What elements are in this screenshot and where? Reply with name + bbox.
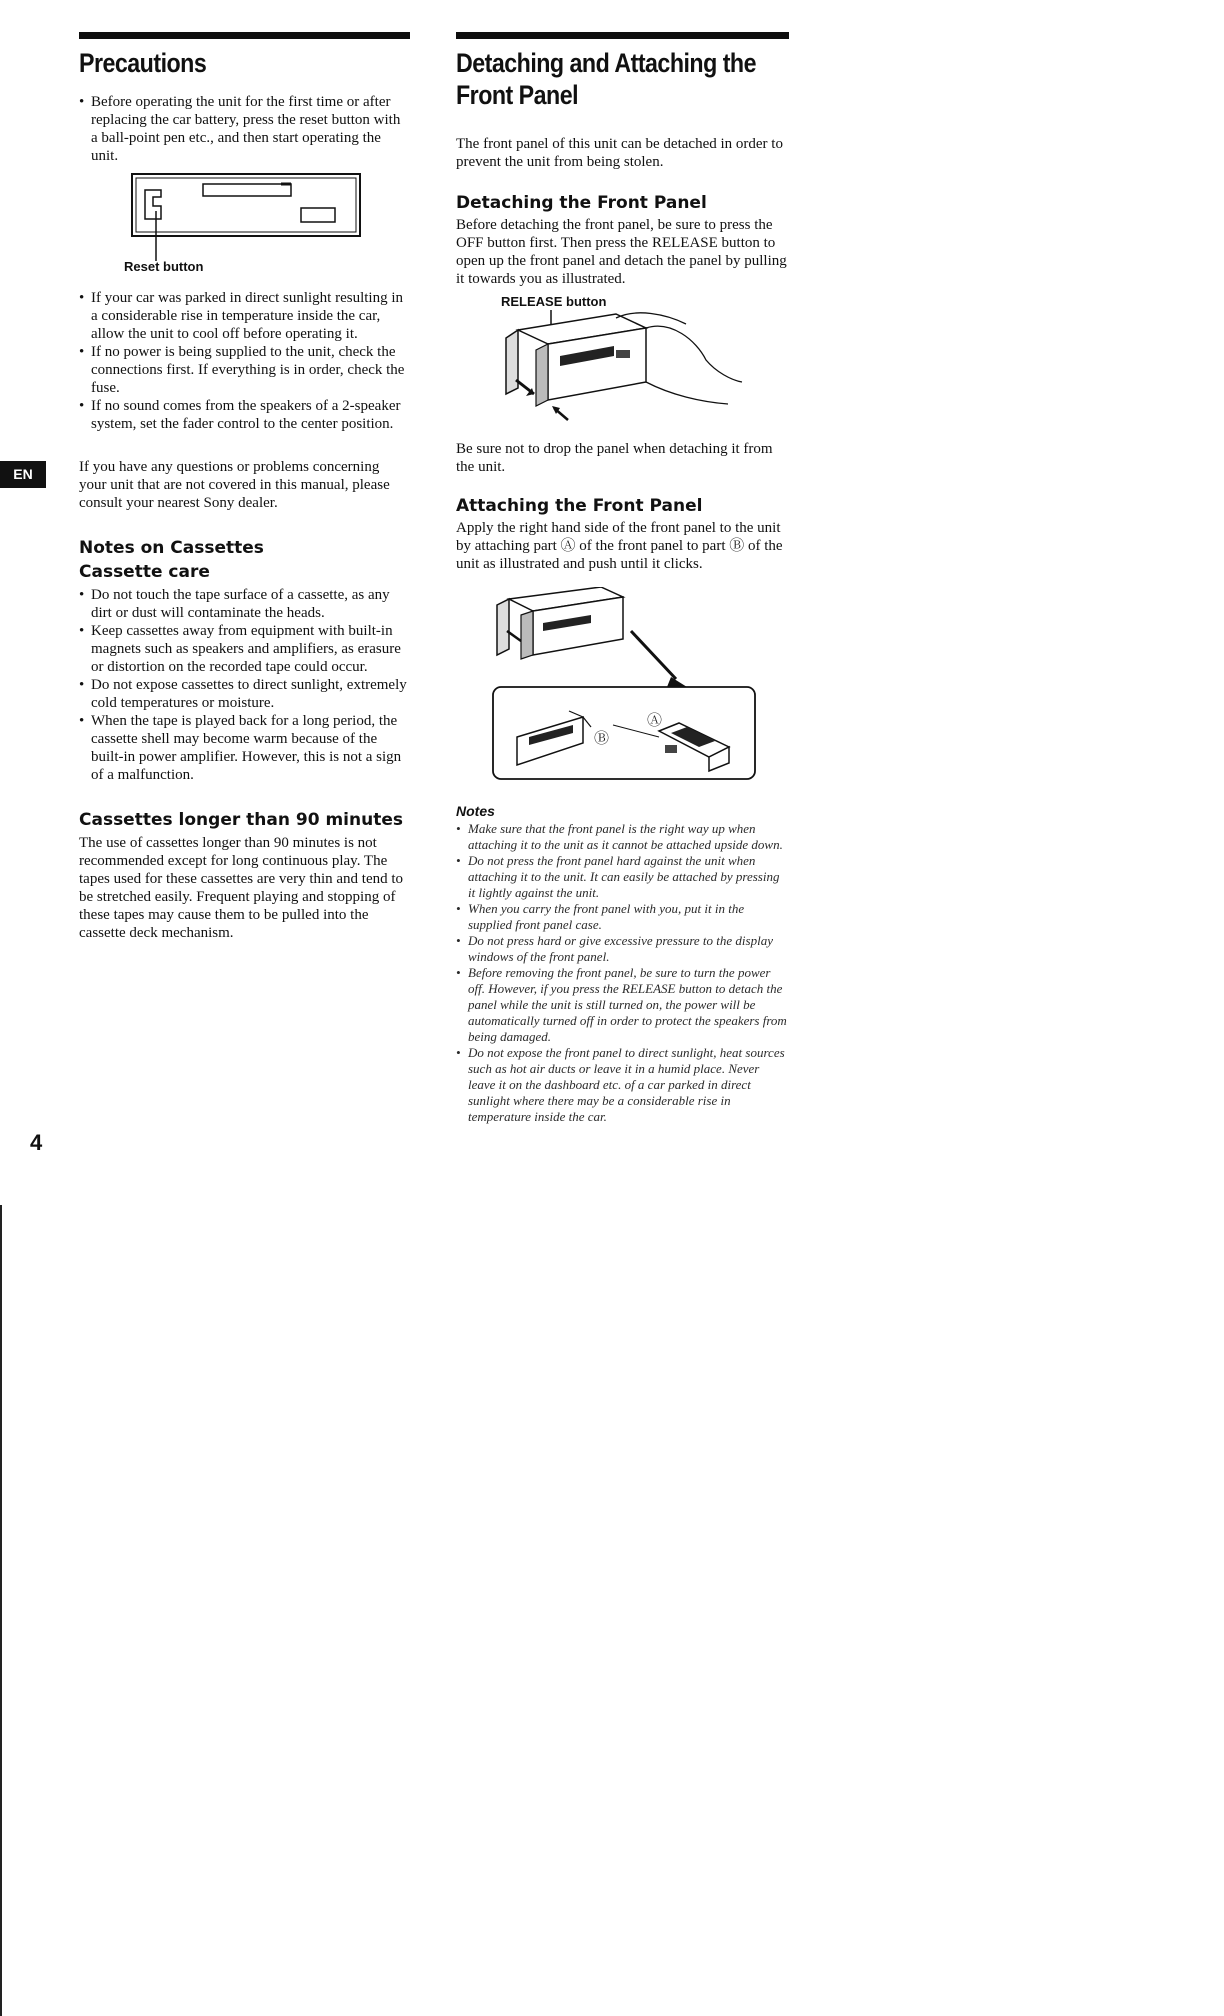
left-column xyxy=(79,32,410,942)
precautions-bullet-list xyxy=(79,289,410,433)
list-item: • When the tape is played back for a long period, the cassette shell may become warm because of the built-in power amplifier. However, this is not a sign of a malfunction. xyxy=(79,712,410,784)
attaching-paragraph: Apply the right hand side of the front panel to the unit by attaching part Ⓐ of the front panel to part Ⓑ of the unit as illustrated and push until it clicks. xyxy=(456,520,783,572)
list-item: • Keep cassettes away from equipment with built-in magnets such as speakers and amplifiers, as erasure or distortion on the recorded tape could occur. xyxy=(79,622,410,676)
cassettes-longer-heading: Cassettes longer than 90 minutes xyxy=(79,810,403,830)
list-item: • Do not press the front panel hard against the unit when attaching it to the unit. It can easily be attached by pressing it lightly against the unit. xyxy=(456,853,789,901)
precautions-title: Precautions xyxy=(79,48,207,78)
scan-edge-line xyxy=(0,1205,2,2016)
attach-panel-illustration xyxy=(491,587,761,787)
drop-warning-paragraph: Be sure not to drop the panel when detaching it from the unit. xyxy=(456,441,773,475)
list-item: • Before removing the front panel, be sure to turn the power off. However, if you press the RELEASE button to detach the panel while the unit is still turned on, the power will be automatically turned off in order to protect the speakers from being damaged. xyxy=(456,965,789,1045)
attaching-figure xyxy=(491,587,761,787)
list-item: • If your car was parked in direct sunlight resulting in a considerable rise in temperature inside the car, allow the unit to cool off before operating it. xyxy=(79,289,410,343)
detaching-heading: Detaching the Front Panel xyxy=(456,193,707,213)
page-number: 4 xyxy=(30,1130,43,1155)
attaching-heading: Attaching the Front Panel xyxy=(456,496,703,516)
part-b-label: Ⓑ xyxy=(594,729,610,747)
reset-button-figure xyxy=(131,173,361,273)
list-item: • If no sound comes from the speakers of a 2-speaker system, set the fader control to the center position. xyxy=(79,397,410,433)
unit-front-illustration xyxy=(131,173,361,273)
intro-paragraph: The front panel of this unit can be detached in order to prevent the unit from being stolen. xyxy=(456,136,783,170)
detaching-paragraph: Before detaching the front panel, be sure to press the OFF button first. Then press the RELEASE button to open up the front panel and detach the panel by pulling it towards you as illustrated. xyxy=(456,217,787,287)
list-item: • Do not expose cassettes to direct sunlight, extremely cold temperatures or moisture. xyxy=(79,676,410,712)
release-button-caption: RELEASE button xyxy=(501,294,607,309)
reset-button-caption: Reset button xyxy=(124,259,204,274)
list-item: • Before operating the unit for the first time or after replacing the car battery, press the reset button with a ball-point pen etc., and then start operating the unit. xyxy=(79,93,410,165)
cassette-care-list xyxy=(79,586,410,784)
list-item: • Do not expose the front panel to direct sunlight, heat sources such as hot air ducts or leave it in a humid place. Never leave it on the dashboard etc. of a car parked in direct sunlight where there may be a considerable rise in temperature inside the car. xyxy=(456,1045,789,1125)
cassette-care-heading: Cassette care xyxy=(79,562,210,582)
part-a-label: Ⓐ xyxy=(647,711,663,729)
list-item: • If no power is being supplied to the unit, check the connections first. If everything is in order, check the fuse. xyxy=(79,343,410,397)
section-rule xyxy=(79,32,410,39)
list-item: • Do not press hard or give excessive pressure to the display windows of the front panel. xyxy=(456,933,789,965)
notes-on-cassettes-heading: Notes on Cassettes xyxy=(79,538,264,558)
section-rule xyxy=(456,32,789,39)
detaching-figure xyxy=(496,310,756,430)
list-item: • Make sure that the front panel is the right way up when attaching it to the unit as it cannot be attached upside down. xyxy=(456,821,789,853)
dealer-paragraph: If you have any questions or problems concerning your unit that are not covered in this manual, please consult your nearest Sony dealer. xyxy=(79,459,390,511)
reset-bullet-list xyxy=(79,93,410,165)
detaching-attaching-title: Detaching and Attaching the Front Panel xyxy=(456,48,756,110)
language-tab: EN xyxy=(0,461,46,488)
list-item: • Do not touch the tape surface of a cassette, as any dirt or dust will contaminate the heads. xyxy=(79,586,410,622)
list-item: • When you carry the front panel with you, put it in the supplied front panel case. xyxy=(456,901,789,933)
notes-title: Notes xyxy=(456,803,495,819)
cassettes-longer-paragraph: The use of cassettes longer than 90 minutes is not recommended except for long continuous play. The tapes used for these cassettes are very thin and tend to be stretched easily. Frequent playing and stopping of these tapes may cause them to be pulled into the cassette deck mechanism. xyxy=(79,835,404,941)
detach-panel-illustration xyxy=(496,310,756,430)
notes-list xyxy=(456,821,789,1125)
right-column xyxy=(456,32,789,1125)
